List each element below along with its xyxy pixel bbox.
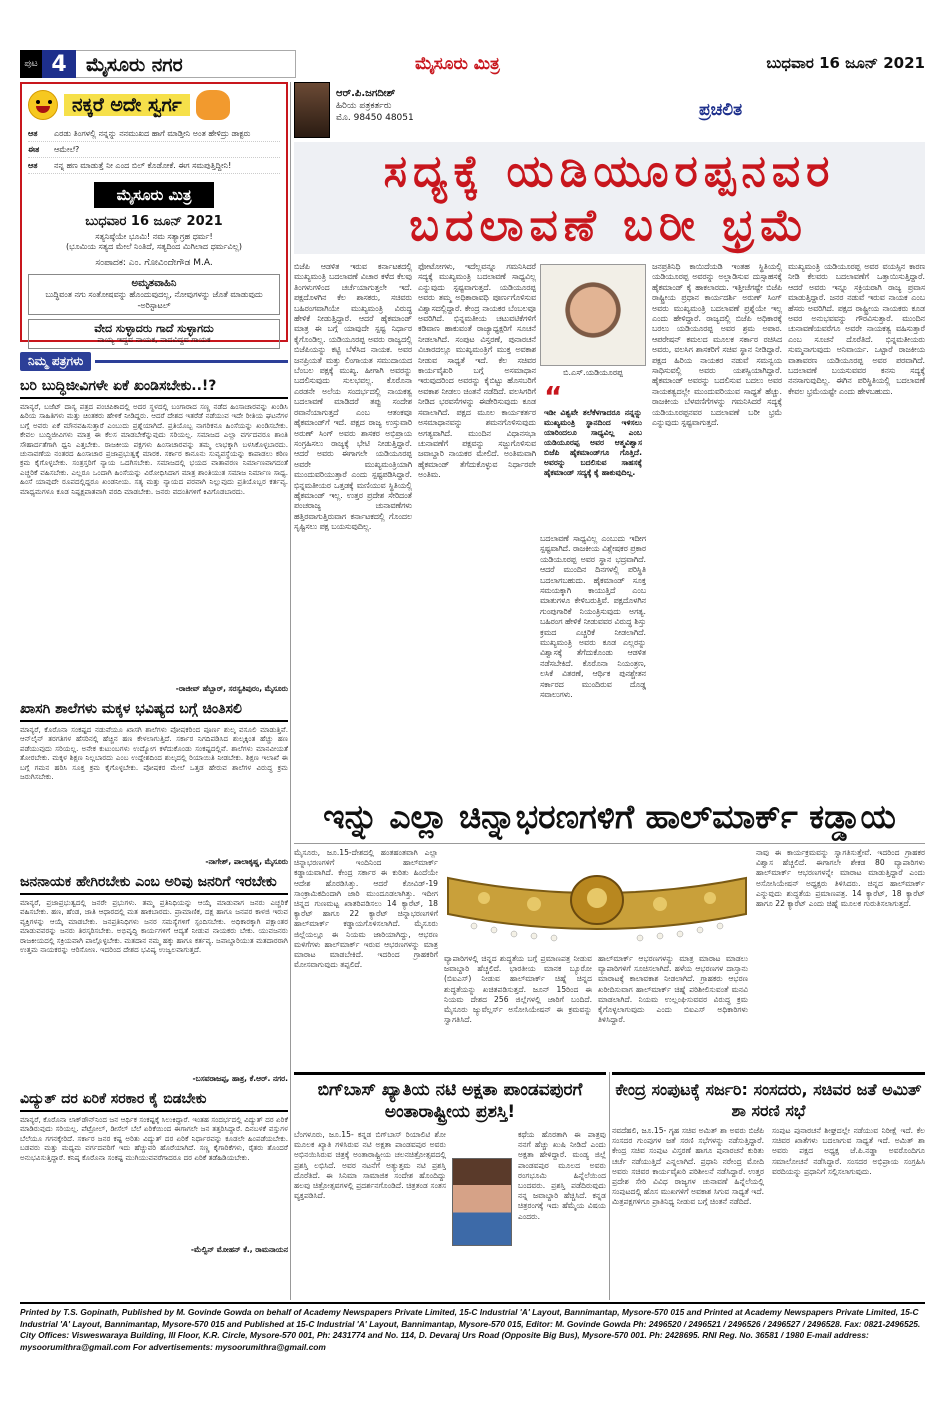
portrait-photo [540, 264, 646, 366]
joke-line: ಆತ ನನ್ನ ಹಣ ಮಾಡುತ್ತೆ ನೀ ಎಂದ ಬಿಲ್ ಕೊಡೋಕೆ. ಈಗ ಸಮಪುತ್ತಿದ್ದೀನಿ! [28, 158, 280, 174]
letter-body: ಮಾನ್ಯರೆ, ಕೊರೊನಾ ಸಂಕಷ್ಟದ ನಡುವೆಯೂ ಖಾಸಗಿ ಶಾಲೆಗಳು ಪೋಷಕರಿಂದ ಪೂರ್ಣ ಶುಲ್ಕ ವಸೂಲಿ ಮಾಡುತ್ತಿವೆ. ಆನ್‌ಲೈನ್ ತರಗತಿಗಳ ಹೆಸರಿನಲ್ಲಿ ಹೆಚ್ಚಿನ ಹಣ ಕೇಳಲಾಗುತ್ತಿದೆ. ಸರ್ಕಾರ ನಿಗದಿಪಡಿಸಿದ ಶುಲ್ಕಕ್ಕಿಂತ ಹೆಚ್ಚು ಹಣ ಪಡೆಯುವುದು ಸರಿಯಲ್ಲ. ಅನೇಕ ಕುಟುಂಬಗಳು ಉದ್ಯೋಗ ಕಳೆದುಕೊಂಡು ಸಂಕಷ್ಟದಲ್ಲಿವೆ. ಶಾಲೆಗಳು ಮಾನವೀಯತೆ ತೋರಬೇಕು. ಮಕ್ಕಳ ಶಿಕ್ಷಣ ನಿಲ್ಲಬಾರದು ಎಂಬ ಉದ್ದೇಶದಿಂದ ಶುಲ್ಕದಲ್ಲಿ ರಿಯಾಯಿತಿ ನೀಡಬೇಕು. ಶಿಕ್ಷಣ ಇಲಾಖೆ ಈ ಬಗ್ಗೆ ಗಮನ ಹರಿಸಿ ಸೂಕ್ತ ಕ್ರಮ ಕೈಗೊಳ್ಳಬೇಕು. ಪೋಷಕರ ಮೇಲೆ ಒತ್ತಡ ಹೇರುವ ಶಾಲೆಗಳ ವಿರುದ್ಧ ಕ್ರಮ ಜರುಗಿಸಬೇಕು. [20, 725, 288, 782]
divider [95, 360, 288, 363]
article-kicker: ಪ್ರಚಲಿತ [699, 100, 743, 120]
letter-body: ಮಾನ್ಯರೆ, ಬಜೆಟ್ ದಾಸ್ಯ ಪತ್ರದ ಪಂಚಪಿಕಾದಲ್ಲಿ ಅದರ ಸ್ಥಳದಲ್ಲಿ ಬಂಗಾರಾದ ಸಣ್ಣ ನಡೆದ ಹಿಂಸಾಚಾರವನ್ನು ಖಂಡಿಸಿ ಹಿರಿಯ ಸಾಹಿತಿಗಳು ಮತ್ತು ಚಿಂತಕರು ಹೇಳಿಕೆ ನೀಡಿದ್ದರು. ಆದರೆ ದೇಶದ ಇತರೆಡೆ ನಡೆಯುವ ಇದೇ ರೀತಿಯ ಘಟನೆಗಳ ಬಗ್ಗೆ ಅವರು ಏಕೆ ಮೌನವಹಿಸುತ್ತಾರೆ ಎಂಬುದು ಪ್ರಶ್ನೆಯಾಗಿದೆ. ಪ್ರತಿಯೊಬ್ಬ ನಾಗರಿಕನೂ ಹಿಂಸೆಯನ್ನು ಖಂಡಿಸಬೇಕು. ಕೇವಲ ಬುದ್ಧಿಜೀವಿಗಳು ಮಾತ್ರ ಈ ಕೆಲಸ ಮಾಡಬೇಕೆನ್ನುವುದು ಸರಿಯಲ್ಲ. ಸಮಾಜದ ಎಲ್ಲಾ ವರ್ಗದವರೂ ಶಾಂತಿ ಸೌಹಾರ್ದತೆಗಾಗಿ ಧ್ವನಿ ಎತ್ತಬೇಕು. ರಾಜಕೀಯ ಪಕ್ಷಗಳು ಹಿಂಸಾಚಾರವನ್ನು ತಮ್ಮ ಲಾಭಕ್ಕಾಗಿ ಬಳಸಿಕೊಳ್ಳಬಾರದು. ಚುನಾವಣೆಯ ನಂತರದ ಹಿಂಸಾಚಾರ ಪ್ರಜಾಪ್ರಭುತ್ವಕ್ಕೆ ಮಾರಕ. ಸರ್ಕಾರ ಕಾನೂನು ಸುವ್ಯವಸ್ಥೆಯನ್ನು ಕಾಪಾಡಲು ಕಠಿಣ ಕ್ರಮ ಕೈಗೊಳ್ಳಬೇಕು. ಸಂತ್ರಸ್ತರಿಗೆ ನ್ಯಾಯ ಒದಗಿಸಬೇಕು. ಸಮಾಜದಲ್ಲಿ ಭಯದ ವಾತಾವರಣ ನಿರ್ಮಾಣವಾಗದಂತೆ ಎಚ್ಚರಿಕೆ ವಹಿಸಬೇಕು. ಎಲ್ಲರೂ ಒಂದಾಗಿ ಹಿಂಸೆಯನ್ನು ವಿರೋಧಿಸಿದಾಗ ಮಾತ್ರ ಶಾಂತಿಯುತ ಸಮಾಜ ನಿರ್ಮಾಣ ಸಾಧ್ಯ. ಹಿಂಸೆ ಯಾವುದೇ ರೂಪದಲ್ಲಿದ್ದರೂ ಖಂಡನೀಯ. ಸತ್ಯ ಮತ್ತು ನ್ಯಾಯದ ಪರವಾಗಿ ನಿಲ್ಲುವುದು ಪ್ರತಿಯೊಬ್ಬರ ಕರ್ತವ್ಯ. ಮಾಧ್ಯಮಗಳೂ ಕೂಡ ನಿಷ್ಪಕ್ಷಪಾತವಾಗಿ ವರದಿ ಮಾಡಬೇಕು. ಜನರು ವದಂತಿಗಳಿಗೆ ಕಿವಿಗೊಡಬಾರದು. [20, 402, 288, 496]
article-column: ಸಂಪುಟ ಪುನಾರಚನೆ ಶೀಘ್ರದಲ್ಲೇ ನಡೆಯುವ ನಿರೀಕ್ಷೆ ಇದೆ. ಕೆಲ ಸಚಿವರ ಖಾತೆಗಳು ಬದಲಾಗುವ ಸಾಧ್ಯತೆ ಇದೆ. ಅಮಿತ್ ಶಾ ಅವರು ಪಕ್ಷದ ಅಧ್ಯಕ್ಷ ಜೆ.ಪಿ.ನಡ್ಡಾ ಅವರೊಂದಿಗೂ ಸಮಾಲೋಚನೆ ನಡೆಸಿದ್ದಾರೆ. ಸಂಸದರ ಅಭಿಪ್ರಾಯ ಸಂಗ್ರಹಿಸಿ ವರದಿಯನ್ನು ಪ್ರಧಾನಿಗೆ ಸಲ್ಲಿಸಲಾಗುವುದು. [772, 1126, 925, 1176]
letters-tag: ನಿಮ್ಮ ಪತ್ರಗಳು [20, 352, 91, 371]
pull-quote: “ ಇಡೀ ವಿಶ್ವವೇ ತಲೆಕೆಳಗಾದರೂ ನನ್ನನ್ನು ಮುಖ್ಯಮಂತ್ರಿ ಸ್ಥಾನದಿಂದ ಇಳಿಸಲು ಯಾರಿಂದಲೂ ಸಾಧ್ಯವಿಲ್ಲ ಎಂಬ ಯಡಿಯೂರಪ್ಪ ಅವರ ಆತ್ಮವಿಶ್ವಾಸ ಬಿಜೆಪಿ ಹೈಕಮಾಂಡ್‌ಗೂ ಗೊತ್ತಿದೆ. ಅವರನ್ನು ಬದಲಿಸುವ ಸಾಹಸಕ್ಕೆ ಹೈಕಮಾಂಡ್ ಸದ್ಯಕ್ಕೆ ಕೈ ಹಾಕುವುದಿಲ್ಲ. [544, 380, 642, 477]
article-column: ಮುಖ್ಯಮಂತ್ರಿ ಯಡಿಯೂರಪ್ಪ ಅವರ ವಯಸ್ಸಿನ ಕಾರಣ ನೀಡಿ ಕೆಲವರು ಬದಲಾವಣೆಗೆ ಒತ್ತಾಯಿಸುತ್ತಿದ್ದಾರೆ. ಆದರೆ ಅವರು ಇನ್ನೂ ಸಕ್ರಿಯರಾಗಿ ರಾಜ್ಯ ಪ್ರವಾಸ ಮಾಡುತ್ತಿದ್ದಾರೆ. ಜನರ ನಡುವೆ ಇರುವ ನಾಯಕ ಎಂಬ ಹೆಸರು ಅವರಿಗಿದೆ. ಪಕ್ಷದ ರಾಷ್ಟ್ರೀಯ ನಾಯಕರು ಕೂಡ ಅವರ ಅನುಭವವನ್ನು ಗೌರವಿಸುತ್ತಾರೆ. ಮುಂದಿನ ಚುನಾವಣೆಯವರೆಗೂ ಅವರೇ ನಾಯಕತ್ವ ವಹಿಸುತ್ತಾರೆ ಎಂಬ ಸೂಚನೆ ದೊರೆತಿದೆ. ಭಿನ್ನಮತೀಯರು ಸುಮ್ಮನಾಗುವುದು ಅನಿವಾರ್ಯ. ಒಟ್ಟಾರೆ ರಾಜಕೀಯ ವಾತಾವರಣ ಯಡಿಯೂರಪ್ಪ ಅವರ ಪರವಾಗಿದೆ. ಬದಲಾವಣೆ ಬಯಸುವವರ ಕನಸು ಸದ್ಯಕ್ಕೆ ನನಸಾಗುವುದಿಲ್ಲ. ಈಗಿನ ಪರಿಸ್ಥಿತಿಯಲ್ಲಿ ಬದಲಾವಣೆ ಕೇವಲ ಭ್ರಮೆಯಷ್ಟೇ ಎಂದು ಹೇಳಬಹುದು. [788, 262, 925, 396]
joke-line: ಆತ ಎರಡು ತಿಂಗಳಲ್ಲಿ ನನ್ನನ್ನು ನನಮುಖದ ಹಾಗೆ ಮಾಡ್ತೀನಿ ಅಂತ ಹೇಳಿದ್ರು ಡಾಕ್ಟರು [28, 126, 280, 142]
letter-body: ಮಾನ್ಯರೆ, ಕೊರೊನಾ ಲಾಕ್‌ಡೌನ್‌ನಿಂದ ಜನ ಆರ್ಥಿಕ ಸಂಕಷ್ಟಕ್ಕೆ ಸಿಲುಕಿದ್ದಾರೆ. ಇಂತಹ ಸಂದರ್ಭದಲ್ಲಿ ವಿದ್ಯುತ್ ದರ ಏರಿಕೆ ಮಾಡಿರುವುದು ಸರಿಯಲ್ಲ. ಪೆಟ್ರೋಲ್, ಡೀಸೆಲ್ ಬೆಲೆ ಏರಿಕೆಯಿಂದ ಈಗಾಗಲೇ ಜನ ತತ್ತರಿಸಿದ್ದಾರೆ. ದಿನಬಳಕೆ ವಸ್ತುಗಳ ಬೆಲೆಯೂ ಗಗನಕ್ಕೇರಿದೆ. ಸರ್ಕಾರ ಜನರ ಕಷ್ಟ ಅರಿತು ವಿದ್ಯುತ್ ದರ ಏರಿಕೆ ನಿರ್ಧಾರವನ್ನು ಕೂಡಲೇ ಹಿಂಪಡೆಯಬೇಕು. ಬಡವರು ಮತ್ತು ಮಧ್ಯಮ ವರ್ಗದವರಿಗೆ ಇದು ಹೆಚ್ಚುವರಿ ಹೊರೆಯಾಗಿದೆ. ಸಣ್ಣ ಕೈಗಾರಿಕೆಗಳು, ರೈತರು ತೊಂದರೆ ಅನುಭವಿಸುತ್ತಿದ್ದಾರೆ. ಕನಿಷ್ಠ ಕೊರೊನಾ ಸಂಕಷ್ಟ ಮುಗಿಯುವವರೆಗಾದರೂ ದರ ಏರಿಕೆ ತಡೆಹಿಡಿಯಬೇಕು. [20, 1115, 288, 1162]
article-column: ಬೆಂಗಳೂರು, ಜೂ.15- ಕನ್ನಡ ಬಿಗ್‌ಬಾಸ್ ರಿಯಾಲಿಟಿ ಶೋ ಮೂಲಕ ಖ್ಯಾತಿ ಗಳಿಸಿರುವ ನಟಿ ಅಕ್ಷತಾ ಪಾಂಡವಪುರ ಅವರು ಅಭಿನಯಿಸಿರುವ ಚಿತ್ರಕ್ಕೆ ಅಂತಾರಾಷ್ಟ್ರೀಯ ಚಲನಚಿತ್ರೋತ್ಸವದಲ್ಲಿ ಪ್ರಶಸ್ತಿ ಲಭಿಸಿದೆ. ಅವರ ನಟನೆಗೆ ಅತ್ಯುತ್ತಮ ನಟಿ ಪ್ರಶಸ್ತಿ ದೊರೆತಿದೆ. ಈ ಸಿನಿಮಾ ಸಾಮಾಜಿಕ ಸಂದೇಶ ಹೊಂದಿದ್ದು ಹಲವು ಚಿತ್ರೋತ್ಸವಗಳಲ್ಲಿ ಪ್ರದರ್ಶನಗೊಂಡಿದೆ. ಚಿತ್ರತಂಡ ಸಂತಸ ವ್ಯಕ್ತಪಡಿಸಿದೆ. [294, 1130, 446, 1201]
author-byline [294, 82, 474, 140]
headline-line-1: ಸದ್ಯಕ್ಕೆ ಯಡಿಯೂರಪ್ಪನವರ [383, 146, 836, 197]
letter-item [20, 700, 288, 867]
article-column: ಬದಲಾವಣೆ ಸಾಧ್ಯವಿಲ್ಲ ಎಂಬುದು ಇದೀಗ ಸ್ಪಷ್ಟವಾಗಿದೆ. ರಾಜಕೀಯ ವಿಶ್ಲೇಷಕರ ಪ್ರಕಾರ ಯಡಿಯೂರಪ್ಪ ಅವರ ಸ್ಥಾನ ಭದ್ರವಾಗಿದೆ. ಆದರೆ ಮುಂದಿನ ದಿನಗಳಲ್ಲಿ ಪರಿಸ್ಥಿತಿ ಬದಲಾಗಬಹುದು. ಹೈಕಮಾಂಡ್ ಸೂಕ್ತ ಸಮಯಕ್ಕಾಗಿ ಕಾಯುತ್ತಿದೆ ಎಂಬ ಮಾತುಗಳೂ ಕೇಳಿಬರುತ್ತಿವೆ. ಪಕ್ಷದೊಳಗಿನ ಗುಂಪುಗಾರಿಕೆ ನಿಯಂತ್ರಿಸುವುದು ಅಗತ್ಯ. ಬಹಿರಂಗ ಹೇಳಿಕೆ ನೀಡುವವರ ವಿರುದ್ಧ ಶಿಸ್ತು ಕ್ರಮದ ಎಚ್ಚರಿಕೆ ನೀಡಲಾಗಿದೆ. ಮುಖ್ಯಮಂತ್ರಿ ಅವರು ಕೂಡ ಎಲ್ಲರನ್ನು ವಿಶ್ವಾಸಕ್ಕೆ ತೆಗೆದುಕೊಂಡು ಆಡಳಿತ ನಡೆಸಬೇಕಿದೆ. ಕೊರೊನಾ ನಿಯಂತ್ರಣ, ಲಸಿಕೆ ವಿತರಣೆ, ಆರ್ಥಿಕ ಪುನಶ್ಚೇತನ ಸರ್ಕಾರದ ಮುಂದಿರುವ ದೊಡ್ಡ ಸವಾಲುಗಳು. [540, 534, 646, 700]
author-phone: ಮೊ. 98450 48051 [336, 113, 414, 123]
hallmark-headline: ಇನ್ನು ಎಲ್ಲಾ ಚಿನ್ನಾಭರಣಗಳಿಗೆ ಹಾಲ್‌ಮಾರ್ಕ್ ಕಡ್ಡಾಯ [294, 790, 925, 844]
joke-lines [28, 126, 280, 174]
letter-item [20, 377, 288, 694]
letter-title: ಖಾಸಗಿ ಶಾಲೆಗಳು ಮಕ್ಕಳ ಭವಿಷ್ಯದ ಬಗ್ಗೆ ಚಿಂತಿಸಲಿ [20, 700, 288, 722]
dateline: ಬುಧವಾರ 16 ಜೂನ್ 2021 [766, 54, 925, 72]
letter-title: ಬರಿ ಬುದ್ಧಿಜೀವಿಗಳೇ ಏಕೆ ಖಂಡಿಸಬೇಕು..!? [20, 377, 288, 399]
hallmark-story [294, 790, 925, 1070]
article-column: ಹಾಲ್‌ಮಾರ್ಕ್ ಆಭರಣಗಳನ್ನು ಮಾತ್ರ ಮಾರಾಟ ಮಾಡಲು ವ್ಯಾಪಾರಿಗಳಿಗೆ ಸೂಚಿಸಲಾಗಿದೆ. ಹಳೆಯ ಆಭರಣಗಳ ದಾಸ್ತಾನು ಮಾರಾಟಕ್ಕೆ ಕಾಲಾವಕಾಶ ನೀಡಲಾಗಿದೆ. ಗ್ರಾಹಕರು ಆಭರಣ ಖರೀದಿಸುವಾಗ ಹಾಲ್‌ಮಾರ್ಕ್ ಚಿಹ್ನೆ ಪರಿಶೀಲಿಸುವಂತೆ ಮನವಿ ಮಾಡಲಾಗಿದೆ. ನಿಯಮ ಉಲ್ಲಂಘಿಸುವವರ ವಿರುದ್ಧ ಕ್ರಮ ಕೈಗೊಳ್ಳಲಾಗುವುದು ಎಂದು ಬಿಐಎಸ್ ಅಧಿಕಾರಿಗಳು ತಿಳಿಸಿದ್ದಾರೆ. [598, 954, 748, 1025]
cabinet-story [612, 1072, 925, 1300]
letter-body: ಮಾನ್ಯರೆ, ಪ್ರಜಾಪ್ರಭುತ್ವದಲ್ಲಿ ಜನರೇ ಪ್ರಭುಗಳು. ತಮ್ಮ ಪ್ರತಿನಿಧಿಯನ್ನು ಆಯ್ಕೆ ಮಾಡುವಾಗ ಜನರು ಎಚ್ಚರಿಕೆ ವಹಿಸಬೇಕು. ಹಣ, ಹೆಂಡ, ಜಾತಿ ಆಧಾರದಲ್ಲಿ ಮತ ಹಾಕಬಾರದು. ಪ್ರಾಮಾಣಿಕ, ದಕ್ಷ ಹಾಗೂ ಜನಪರ ಕಾಳಜಿ ಇರುವ ವ್ಯಕ್ತಿಗಳನ್ನು ಆಯ್ಕೆ ಮಾಡಬೇಕು. ಜನಪ್ರತಿನಿಧಿಗಳು ಜನರ ಸಮಸ್ಯೆಗಳಿಗೆ ಸ್ಪಂದಿಸಬೇಕು. ಅಧಿಕಾರಕ್ಕಾಗಿ ಪಕ್ಷಾಂತರ ಮಾಡುವವರನ್ನು ಜನರು ತಿರಸ್ಕರಿಸಬೇಕು. ಅಭಿವೃದ್ಧಿ ಕಾರ್ಯಗಳಿಗೆ ಆದ್ಯತೆ ನೀಡುವ ನಾಯಕರು ಬೇಕು. ಯುವಜನರು ರಾಜಕೀಯದಲ್ಲಿ ಸಕ್ರಿಯವಾಗಿ ಪಾಲ್ಗೊಳ್ಳಬೇಕು. ಮತದಾನ ನಮ್ಮ ಹಕ್ಕು ಹಾಗೂ ಕರ್ತವ್ಯ. ಜವಾಬ್ದಾರಿಯುತ ಮತದಾರರಾಗಿ ಉತ್ತಮ ನಾಯಕರನ್ನು ಆರಿಸೋಣ. ಇದರಿಂದ ದೇಶದ ಭವಿಷ್ಯ ಉಜ್ವಲವಾಗುತ್ತದೆ. [20, 898, 288, 955]
proverb-box: ವೇದ ಸುಳ್ಳಾದರು ಗಾದೆ ಸುಳ್ಳಾಗದು ನಾಯ್ಯ ಇದ್ದವ ನಾಯಕ, ನಾದವಿದ್ದವ ಗಾಯಕ [28, 319, 280, 349]
column-divider [609, 1072, 610, 1300]
amrut-vahini-box: ಅಮೃತವಾಹಿನಿ ಬುದ್ಧಿವಂತ ನಗು ಸಂತೋಷವನ್ನು ಹೊಂದುವುದಲ್ಲ, ನೋವುಗಳನ್ನು ಜೊತೆ ಮಾಡುವುದು -ಅರಿಸ್ಟಾಟಲ್ [28, 274, 280, 315]
nakkare-box [20, 82, 288, 342]
headline-line-2: ಬದಲಾವಣೆ ಬರೀ ಭ್ರಮೆ [409, 200, 810, 251]
article-column: ಜನಪ್ರತಿನಿಧಿ ಕಾಯಿದೆಯಡಿ ಇಂತಹ ಸ್ಥಿತಿಯಲ್ಲಿ ಯಡಿಯೂರಪ್ಪ ಅವರನ್ನು ಅಲ್ಲಾಡಿಸುವ ದುಸ್ಸಾಹಸಕ್ಕೆ ಹೈಕಮಾಂಡ್ ಕೈ ಹಾಕಲಾರದು. ಇತ್ತೀಚೆಗಷ್ಟೇ ಬಿಜೆಪಿ ರಾಷ್ಟ್ರೀಯ ಪ್ರಧಾನ ಕಾರ್ಯದರ್ಶಿ ಅರುಣ್ ಸಿಂಗ್ ಅವರು ಮುಖ್ಯಮಂತ್ರಿ ಬದಲಾವಣೆ ಪ್ರಶ್ನೆಯೇ ಇಲ್ಲ ಎಂದು ಹೇಳಿದ್ದಾರೆ. ರಾಜ್ಯದಲ್ಲಿ ಬಿಜೆಪಿ ಅಧಿಕಾರಕ್ಕೆ ಬರಲು ಯಡಿಯೂರಪ್ಪ ಅವರ ಶ್ರಮ ಅಪಾರ. ಆಪರೇಷನ್ ಕಮಲದ ಮೂಲಕ ಸರ್ಕಾರ ರಚಿಸಿದ ಅವರು, ವಲಸಿಗ ಶಾಸಕರಿಗೆ ಸಚಿವ ಸ್ಥಾನ ನೀಡಿದ್ದಾರೆ. ಪಕ್ಷದ ಹಿರಿಯ ನಾಯಕರ ನಡುವೆ ಸಮನ್ವಯ ಸಾಧಿಸುವಲ್ಲಿ ಅವರು ಯಶಸ್ವಿಯಾಗಿದ್ದಾರೆ. ಹೈಕಮಾಂಡ್ ಅವರನ್ನು ಬದಲಿಸುವ ಬದಲು ಅವರ ನಾಯಕತ್ವದಲ್ಲೇ ಮುಂದುವರಿಯುವ ಸಾಧ್ಯತೆ ಹೆಚ್ಚು. ರಾಜಕೀಯ ಬೆಳವಣಿಗೆಗಳನ್ನು ಗಮನಿಸಿದರೆ ಸದ್ಯಕ್ಕೆ ಯಡಿಯೂರಪ್ಪನವರ ಬದಲಾವಣೆ ಬರೀ ಭ್ರಮೆ ಎನ್ನುವುದು ಸ್ಪಷ್ಟವಾಗುತ್ತದೆ. [652, 262, 782, 428]
column-divider [290, 82, 291, 1300]
author-photo [294, 82, 330, 138]
mini-date: ಬುಧವಾರ 16 ಜೂನ್ 2021 [85, 214, 223, 229]
letter-signature: -ರಾಜೀವ್ ಹೆಬ್ಬಾರ್, ಸರಸ್ವತಿಪುರಂ, ಮೈಸೂರು [175, 684, 288, 693]
laughing-face-icon [28, 90, 58, 120]
main-article [294, 82, 925, 790]
mini-masthead: ಮೈಸೂರು ಮಿತ್ರ [94, 182, 214, 208]
letter-title: ವಿದ್ಯುತ್ ದರ ಏರಿಕೆ ಸರಕಾರ ಕೈ ಬಿಡಬೇಕು [20, 1090, 288, 1112]
letter-title: ಜನನಾಯಕ ಹೇಗಿರಬೇಕು ಎಂಬ ಅರಿವು ಜನರಿಗೆ ಇರಬೇಕು [20, 873, 288, 895]
page-number: 4 [42, 50, 76, 78]
article-column: ವ್ಯಾಪಾರಿಗಳಲ್ಲಿ ಚಿನ್ನದ ಶುದ್ಧತೆಯ ಬಗ್ಗೆ ಪ್ರಮಾಣಪತ್ರ ನೀಡುವ ಜವಾಬ್ದಾರಿ ಹೆಚ್ಚಲಿದೆ. ಭಾರತೀಯ ಮಾನಕ ಬ್ಯೂರೋ (ಬಿಐಎಸ್) ನೀಡುವ ಹಾಲ್‌ಮಾರ್ಕ್ ಚಿಹ್ನೆ ಚಿನ್ನದ ಶುದ್ಧತೆಯನ್ನು ಖಚಿತಪಡಿಸುತ್ತದೆ. ಜೂನ್ 15ರಿಂದ ಈ ನಿಯಮ ದೇಶದ 256 ಜಿಲ್ಲೆಗಳಲ್ಲಿ ಜಾರಿಗೆ ಬಂದಿದೆ. ಮೈಸೂರು ಜ್ಯುವೆಲ್ಲರ್ಸ್ ಅಸೋಸಿಯೇಷನ್ ಈ ಕ್ರಮವನ್ನು ಸ್ವಾಗತಿಸಿದೆ. [444, 954, 592, 1025]
cartoon-figure-icon [196, 90, 230, 120]
nakkare-title-row [28, 88, 280, 122]
masthead-logo: ಮೈಸೂರು ಮಿತ್ರ [415, 54, 500, 74]
article-column: ಬಿಜೆಪಿ ಆಡಳಿತ ಇರುವ ಕರ್ನಾಟಕದಲ್ಲಿ ಮುಖ್ಯಮಂತ್ರಿ ಬದಲಾವಣೆ ವಿಚಾರ ಕಳೆದ ಕೆಲವು ತಿಂಗಳುಗಳಿಂದ ಚರ್ಚೆಯಾಗುತ್ತಲೇ ಇದೆ. ಪಕ್ಷದೊಳಗಿನ ಕೆಲ ಶಾಸಕರು, ಸಚಿವರು ಬಹಿರಂಗವಾಗಿಯೇ ಮುಖ್ಯಮಂತ್ರಿ ವಿರುದ್ಧ ಹೇಳಿಕೆ ನೀಡುತ್ತಿದ್ದಾರೆ. ಆದರೆ ಹೈಕಮಾಂಡ್ ಮಾತ್ರ ಈ ಬಗ್ಗೆ ಯಾವುದೇ ಸ್ಪಷ್ಟ ನಿರ್ಧಾರ ಕೈಗೊಂಡಿಲ್ಲ. ಯಡಿಯೂರಪ್ಪ ಅವರು ರಾಜ್ಯದಲ್ಲಿ ಬಿಜೆಪಿಯನ್ನು ಕಟ್ಟಿ ಬೆಳೆಸಿದ ನಾಯಕ. ಅವರ ಜನಪ್ರಿಯತೆ ಮತ್ತು ಲಿಂಗಾಯತ ಸಮುದಾಯದ ಬೆಂಬಲ ಪಕ್ಷಕ್ಕೆ ಮುಖ್ಯ. ಹೀಗಾಗಿ ಅವರನ್ನು ಬದಲಿಸುವುದು ಸುಲಭವಲ್ಲ. ಕೊರೊನಾ ಎರಡನೇ ಅಲೆಯ ಸಂದರ್ಭದಲ್ಲಿ ನಾಯಕತ್ವ ಬದಲಾವಣೆ ಮಾಡಿದರೆ ತಪ್ಪು ಸಂದೇಶ ರವಾನೆಯಾಗುತ್ತದೆ ಎಂಬ ಆತಂಕವೂ ಹೈಕಮಾಂಡ್‌ಗೆ ಇದೆ. ಪಕ್ಷದ ರಾಜ್ಯ ಉಸ್ತುವಾರಿ ಅರುಣ್ ಸಿಂಗ್ ಅವರು ಶಾಸಕರ ಅಭಿಪ್ರಾಯ ಸಂಗ್ರಹಿಸಲು ರಾಜ್ಯಕ್ಕೆ ಭೇಟಿ ನೀಡುತ್ತಿದ್ದಾರೆ. ಆದರೆ ಅವರು ಈಗಾಗಲೇ ಯಡಿಯೂರಪ್ಪ ಅವರೇ ಮುಖ್ಯಮಂತ್ರಿಯಾಗಿ ಮುಂದುವರಿಯುತ್ತಾರೆ ಎಂದು ಸ್ಪಷ್ಟಪಡಿಸಿದ್ದಾರೆ. ಭಿನ್ನಮತೀಯರ ಒತ್ತಡಕ್ಕೆ ಮಣಿಯುವ ಸ್ಥಿತಿಯಲ್ಲಿ ಹೈಕಮಾಂಡ್ ಇಲ್ಲ. ಉತ್ತರ ಪ್ರದೇಶ ಸೇರಿದಂತೆ ಪಂಚರಾಜ್ಯ ಚುನಾವಣೆಗಳು ಹತ್ತಿರವಾಗುತ್ತಿರುವಾಗ ಕರ್ನಾಟಕದಲ್ಲಿ ಗೊಂದಲ ಸೃಷ್ಟಿಸಲು ಪಕ್ಷ ಬಯಸುವುದಿಲ್ಲ. [294, 262, 412, 532]
photo-caption: ಬಿ.ಎಸ್.ಯಡಿಯೂರಪ್ಪ [563, 368, 623, 377]
bigboss-story [294, 1072, 606, 1300]
cabinet-headline: ಕೇಂದ್ರ ಸಂಪುಟಕ್ಕೆ ಸರ್ಜರಿ: ಸಂಸದರು, ಸಚಿವರ ಜತೆ ಅಮಿತ್ ಶಾ ಸರಣಿ ಸಭೆ [612, 1072, 925, 1121]
letter-signature: -ಮೆಲ್ವಿನ್ ಮೋಹನ್ ಕೆ., ರಾಮನಾಯನ [190, 1245, 288, 1254]
letter-item [20, 1090, 288, 1255]
actress-photo [452, 1158, 512, 1246]
editor-credit: ಸಂಪಾದಕ: ಎಂ. ಗೋವಿಂದೇಗೌಡ M.A. [95, 258, 213, 268]
section-name: ಮೈಸೂರು ನಗರ [76, 50, 296, 78]
letter-signature: -ನಾಗೇಶ್, ಪಾಲಾಕೃಷ್ಣ, ಮೈಸೂರು [205, 857, 288, 866]
tagline: ಸತ್ಯನಿಷ್ಠೆಯೇ ಭೂಮಿ! ನಮ ಸತ್ಯಾಗ್ರಹ ಧರ್ಮ! (ಭೂಮಿಯ ಸತ್ಯದ ಮೇಲೆ ನಿಂತಿದೆ, ಸತ್ಯದಿಂದ ಮಿಗಿಲಾದ ಧರ್ಮವಿಲ್ಲ) [66, 232, 242, 251]
bigboss-headline: ಬಿಗ್‌ಬಾಸ್ ಖ್ಯಾತಿಯ ನಟಿ ಅಕ್ಷತಾ ಪಾಂಡವಪುರಗೆ ಅಂತಾರಾಷ್ಟ್ರೀಯ ಪ್ರಶಸ್ತಿ! [294, 1072, 606, 1123]
page-header [20, 50, 925, 78]
letter-signature: -ಬಸವರಾಜಪ್ಪ, ಹಾತ್ರ, ಕೆ.ಆರ್. ನಗರ. [192, 1074, 288, 1083]
print-imprint: Printed by T.S. Gopinath, Published by M. Govinde Gowda on behalf of Academy Newspapers Private Limited, 15-C Industrial 'A' Layout, Bannimantap, Mysore-570 015 and Printed at Academy Newspapers Private Limited, 15-C Industrial 'A' Layout, Bannimantap, Mysore-570 015 and Published at 15-C Industrial 'A' Layout, Bannimantap, Mysore-570 015, Editor: M. Govinde Gowda Ph: 2496520 / 2496521 / 2496526 / 2496527 / 2496528. Fax: 0821-2496525. City Offices: Visweswaraya Building, III Floor, K.R. Circle, Mysore-570 001, Ph: 2431774 and No. 114, D. Devaraj Urs Road (Opposite Big Bus), Mysore-570 001. Ph: 2428695. RNI Reg. No. 36581 / 1980 E-mail address: mysoorumithra@gmail.com For advertisements: mysoorumithra@gmail.com [20, 1302, 925, 1372]
quote-mark-icon: “ [544, 380, 563, 413]
author-name: ಆರ್.ಪಿ.ಜಗದೀಶ್ [336, 88, 396, 99]
gold-waist-belt-photo [444, 848, 750, 950]
letters-header [20, 352, 288, 371]
article-column: ನಾವು ಈ ಕಾರ್ಯಕ್ರಮವನ್ನು ಸ್ವಾಗತಿಸುತ್ತೇವೆ. ಇದರಿಂದ ಗ್ರಾಹಕರ ವಿಶ್ವಾಸ ಹೆಚ್ಚಲಿದೆ. ಈಗಾಗಲೇ ಶೇಕಡ 80 ವ್ಯಾಪಾರಿಗಳು ಹಾಲ್‌ಮಾರ್ಕ್ ಆಭರಣಗಳನ್ನೇ ಮಾರಾಟ ಮಾಡುತ್ತಿದ್ದಾರೆ ಎಂದು ಅಸೋಸಿಯೇಷನ್ ಅಧ್ಯಕ್ಷರು ತಿಳಿಸಿದರು. ಚಿನ್ನದ ಹಾಲ್‌ಮಾರ್ಕ್ ಎನ್ನುವುದು ಶುದ್ಧತೆಯ ಪ್ರಮಾಣಪತ್ರ. 14 ಕ್ಯಾರೆಟ್, 18 ಕ್ಯಾರೆಟ್ ಹಾಗೂ 22 ಕ್ಯಾರೆಟ್ ಎಂದು ಚಿಹ್ನೆ ಮೂಲಕ ಗುರುತಿಸಲಾಗುತ್ತದೆ. [756, 848, 925, 909]
letter-item [20, 873, 288, 1084]
page-label: ಪುಟ [20, 50, 42, 78]
nakkare-title: ನಕ್ಕರೆ ಅದೇ ಸ್ವರ್ಗ [64, 94, 190, 116]
left-column [20, 82, 288, 1300]
joke-line: ಈತ ಆಮೇಲೆ? [28, 142, 280, 158]
author-role: ಹಿರಿಯ ಪತ್ರಕರ್ತರು [336, 101, 392, 111]
article-column: ಕಥೆಯ ಹೊರತಾಗಿ ಈ ಪಾತ್ರವು ನನಗೆ ಹೆಚ್ಚು ಖುಷಿ ನೀಡಿದೆ ಎಂದು ಅಕ್ಷತಾ ಹೇಳಿದ್ದಾರೆ. ಮಂಡ್ಯ ಜಿಲ್ಲೆ ಪಾಂಡವಪುರ ಮೂಲದ ಅವರು ರಂಗಭೂಮಿ ಹಿನ್ನೆಲೆಯಿಂದ ಬಂದವರು. ಪ್ರಶಸ್ತಿ ಪಡೆದಿರುವುದು ನನ್ನ ಜವಾಬ್ದಾರಿ ಹೆಚ್ಚಿಸಿದೆ. ಕನ್ನಡ ಚಿತ್ರರಂಗಕ್ಕೆ ಇದು ಹೆಮ್ಮೆಯ ವಿಷಯ ಎಂದರು. [518, 1130, 606, 1221]
article-column: ಮೈಸೂರು, ಜೂ.15-ದೇಶದಲ್ಲಿ ಹಂತಹಂತವಾಗಿ ಎಲ್ಲಾ ಚಿನ್ನಾಭರಣಗಳಿಗೆ ಇಂದಿನಿಂದ ಹಾಲ್‌ಮಾರ್ಕ್ ಕಡ್ಡಾಯವಾಗಿದೆ. ಕೇಂದ್ರ ಸರ್ಕಾರ ಈ ಕುರಿತು ಹಿಂದೆಯೇ ಆದೇಶ ಹೊರಡಿಸಿತ್ತು. ಆದರೆ ಕೋವಿಡ್-19 ಸಾಂಕ್ರಾಮಿಕದಿಂದಾಗಿ ಜಾರಿ ಮುಂದೂಡಲಾಗಿತ್ತು. ಇದೀಗ ಚಿನ್ನದ ಗುಣಮಟ್ಟ ಖಾತರಿಪಡಿಸಲು 14 ಕ್ಯಾರೆಟ್, 18 ಕ್ಯಾರೆಟ್ ಹಾಗೂ 22 ಕ್ಯಾರೆಟ್ ಚಿನ್ನಾಭರಣಗಳಿಗೆ ಹಾಲ್‌ಮಾರ್ಕ್ ಕಡ್ಡಾಯಗೊಳಿಸಲಾಗಿದೆ. ಮೈಸೂರು ಜಿಲ್ಲೆಯಲ್ಲೂ ಈ ನಿಯಮ ಜಾರಿಯಾಗಿದ್ದು, ಆಭರಣ ಮಳಿಗೆಗಳು ಹಾಲ್‌ಮಾರ್ಕ್ ಇರುವ ಆಭರಣಗಳನ್ನು ಮಾತ್ರ ಮಾರಾಟ ಮಾಡಬೇಕಿದೆ. ಇದರಿಂದ ಗ್ರಾಹಕರಿಗೆ ಮೋಸವಾಗುವುದು ತಪ್ಪಲಿದೆ. [294, 848, 438, 970]
article-column: ಫೋಟೋಗಳು, ಇದೆಲ್ಲವನ್ನೂ ಗಮನಿಸಿದರೆ ಸದ್ಯಕ್ಕೆ ಮುಖ್ಯಮಂತ್ರಿ ಬದಲಾವಣೆ ಸಾಧ್ಯವಿಲ್ಲ ಎನ್ನುವುದು ಸ್ಪಷ್ಟವಾಗುತ್ತದೆ. ಯಡಿಯೂರಪ್ಪ ಅವರು ತಮ್ಮ ಅಧಿಕಾರಾವಧಿ ಪೂರ್ಣಗೊಳಿಸುವ ವಿಶ್ವಾಸದಲ್ಲಿದ್ದಾರೆ. ಕೇಂದ್ರ ನಾಯಕರ ಬೆಂಬಲವೂ ಅವರಿಗಿದೆ. ಭಿನ್ನಮತೀಯ ಚಟುವಟಿಕೆಗಳಿಗೆ ಕಡಿವಾಣ ಹಾಕುವಂತೆ ರಾಜ್ಯಾಧ್ಯಕ್ಷರಿಗೆ ಸೂಚನೆ ನೀಡಲಾಗಿದೆ. ಸಂಪುಟ ವಿಸ್ತರಣೆ, ಪುನಾರಚನೆ ವಿಚಾರದಲ್ಲೂ ಮುಖ್ಯಮಂತ್ರಿಗೆ ಮುಕ್ತ ಅವಕಾಶ ನೀಡುವ ಸಾಧ್ಯತೆ ಇದೆ. ಕೆಲ ಸಚಿವರ ಕಾರ್ಯವೈಖರಿ ಬಗ್ಗೆ ಅಸಮಾಧಾನ ಇರುವುದರಿಂದ ಅವರನ್ನು ಕೈಬಿಟ್ಟು ಹೊಸಬರಿಗೆ ಅವಕಾಶ ನೀಡಲು ಚಿಂತನೆ ನಡೆದಿದೆ. ವಲಸಿಗರಿಗೆ ನೀಡಿದ ಭರವಸೆಗಳನ್ನು ಈಡೇರಿಸುವುದು ಕೂಡ ಸವಾಲಾಗಿದೆ. ಪಕ್ಷದ ಮೂಲ ಕಾರ್ಯಕರ್ತರ ಅಸಮಾಧಾನವನ್ನು ಶಮನಗೊಳಿಸುವುದು ಅಗತ್ಯವಾಗಿದೆ. ಮುಂದಿನ ವಿಧಾನಸಭಾ ಚುನಾವಣೆಗೆ ಪಕ್ಷವನ್ನು ಸಜ್ಜುಗೊಳಿಸುವ ಜವಾಬ್ದಾರಿ ನಾಯಕರ ಮೇಲಿದೆ. ಅಂತಿಮವಾಗಿ ಹೈಕಮಾಂಡ್ ತೆಗೆದುಕೊಳ್ಳುವ ನಿರ್ಧಾರವೇ ಅಂತಿಮ. [418, 262, 536, 480]
article-column: ನವದೆಹಲಿ, ಜೂ.15- ಗೃಹ ಸಚಿವ ಅಮಿತ್ ಶಾ ಅವರು ಬಿಜೆಪಿ ಸಂಸದರ ಗುಂಪುಗಳ ಜತೆ ಸರಣಿ ಸಭೆಗಳನ್ನು ನಡೆಸುತ್ತಿದ್ದಾರೆ. ಕೇಂದ್ರ ಸಚಿವ ಸಂಪುಟ ವಿಸ್ತರಣೆ ಹಾಗೂ ಪುನಾರಚನೆ ಕುರಿತು ಚರ್ಚೆ ನಡೆಯುತ್ತಿದೆ ಎನ್ನಲಾಗಿದೆ. ಪ್ರಧಾನಿ ನರೇಂದ್ರ ಮೋದಿ ಅವರು ಸಚಿವರ ಕಾರ್ಯವೈಖರಿ ಪರಿಶೀಲನೆ ನಡೆಸಿದ್ದಾರೆ. ಉತ್ತರ ಪ್ರದೇಶ ಸೇರಿ ವಿವಿಧ ರಾಜ್ಯಗಳ ಚುನಾವಣೆ ಹಿನ್ನೆಲೆಯಲ್ಲಿ ಸಂಪುಟದಲ್ಲಿ ಹೊಸ ಮುಖಗಳಿಗೆ ಅವಕಾಶ ಸಿಗುವ ಸಾಧ್ಯತೆ ಇದೆ. ಮಿತ್ರಪಕ್ಷಗಳಿಗೂ ಪ್ರಾತಿನಿಧ್ಯ ನೀಡುವ ಬಗ್ಗೆ ಚಿಂತನೆ ನಡೆದಿದೆ. [612, 1126, 764, 1207]
